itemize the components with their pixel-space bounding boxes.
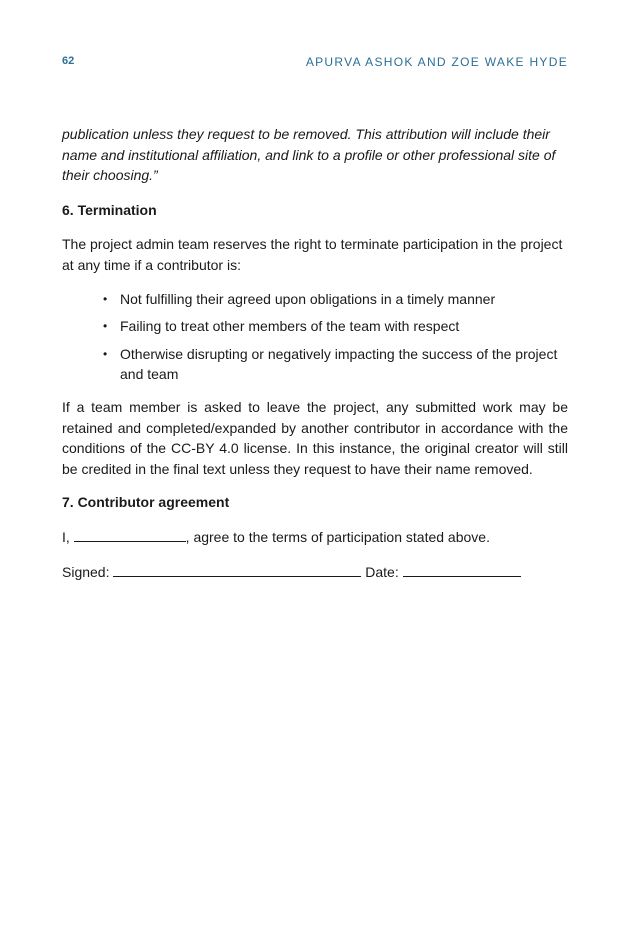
date-blank-field[interactable] bbox=[403, 562, 521, 577]
agreement-line bbox=[62, 527, 568, 548]
list-item bbox=[103, 289, 568, 310]
list-item-text: Not fulfilling their agreed upon obligations in a timely manner bbox=[120, 290, 496, 307]
date-label: Date: bbox=[365, 563, 399, 580]
section-heading-termination: 6. Termination bbox=[62, 201, 157, 218]
bullet-icon: • bbox=[103, 346, 108, 361]
termination-closing: If a team member is asked to leave the project, any submitted work may be retained and completed/expanded by another contributor in accordance with the conditions of the CC-BY 4.0 license. In this instance, the original creator will still be credited in the final text unless they request to have their name removed. bbox=[62, 398, 568, 477]
agree-suffix: , agree to the terms of participation stated above. bbox=[185, 528, 490, 545]
termination-intro: The project admin team reserves the right to terminate participation in the project at any time if a contributor is: bbox=[62, 236, 563, 273]
bullet-icon: • bbox=[103, 291, 108, 306]
agree-prefix: I, bbox=[62, 528, 70, 545]
list-item bbox=[103, 344, 568, 385]
list-item-text: Failing to treat other members of the team with respect bbox=[120, 318, 460, 335]
name-blank-field[interactable] bbox=[74, 527, 186, 542]
running-head bbox=[62, 55, 568, 71]
signature-blank-field[interactable] bbox=[113, 562, 361, 577]
signature-line bbox=[62, 562, 568, 583]
quote-continuation: publication unless they request to be removed. This attribution will include their name and institutional affiliation, and link to a profile or other professional site of their choosing.” bbox=[62, 126, 556, 184]
list-item-text: Otherwise disrupting or negatively impacting the success of the project and team bbox=[120, 345, 558, 383]
list-item bbox=[103, 316, 568, 337]
bullet-icon: • bbox=[103, 319, 108, 334]
termination-bullet-list bbox=[62, 289, 568, 385]
body-text bbox=[62, 124, 568, 596]
signed-label: Signed: bbox=[62, 563, 110, 580]
page-number: 62 bbox=[62, 55, 75, 67]
running-title: APURVA ASHOK AND ZOE WAKE HYDE bbox=[305, 55, 568, 69]
section-heading-contributor-agreement: 7. Contributor agreement bbox=[62, 494, 230, 511]
